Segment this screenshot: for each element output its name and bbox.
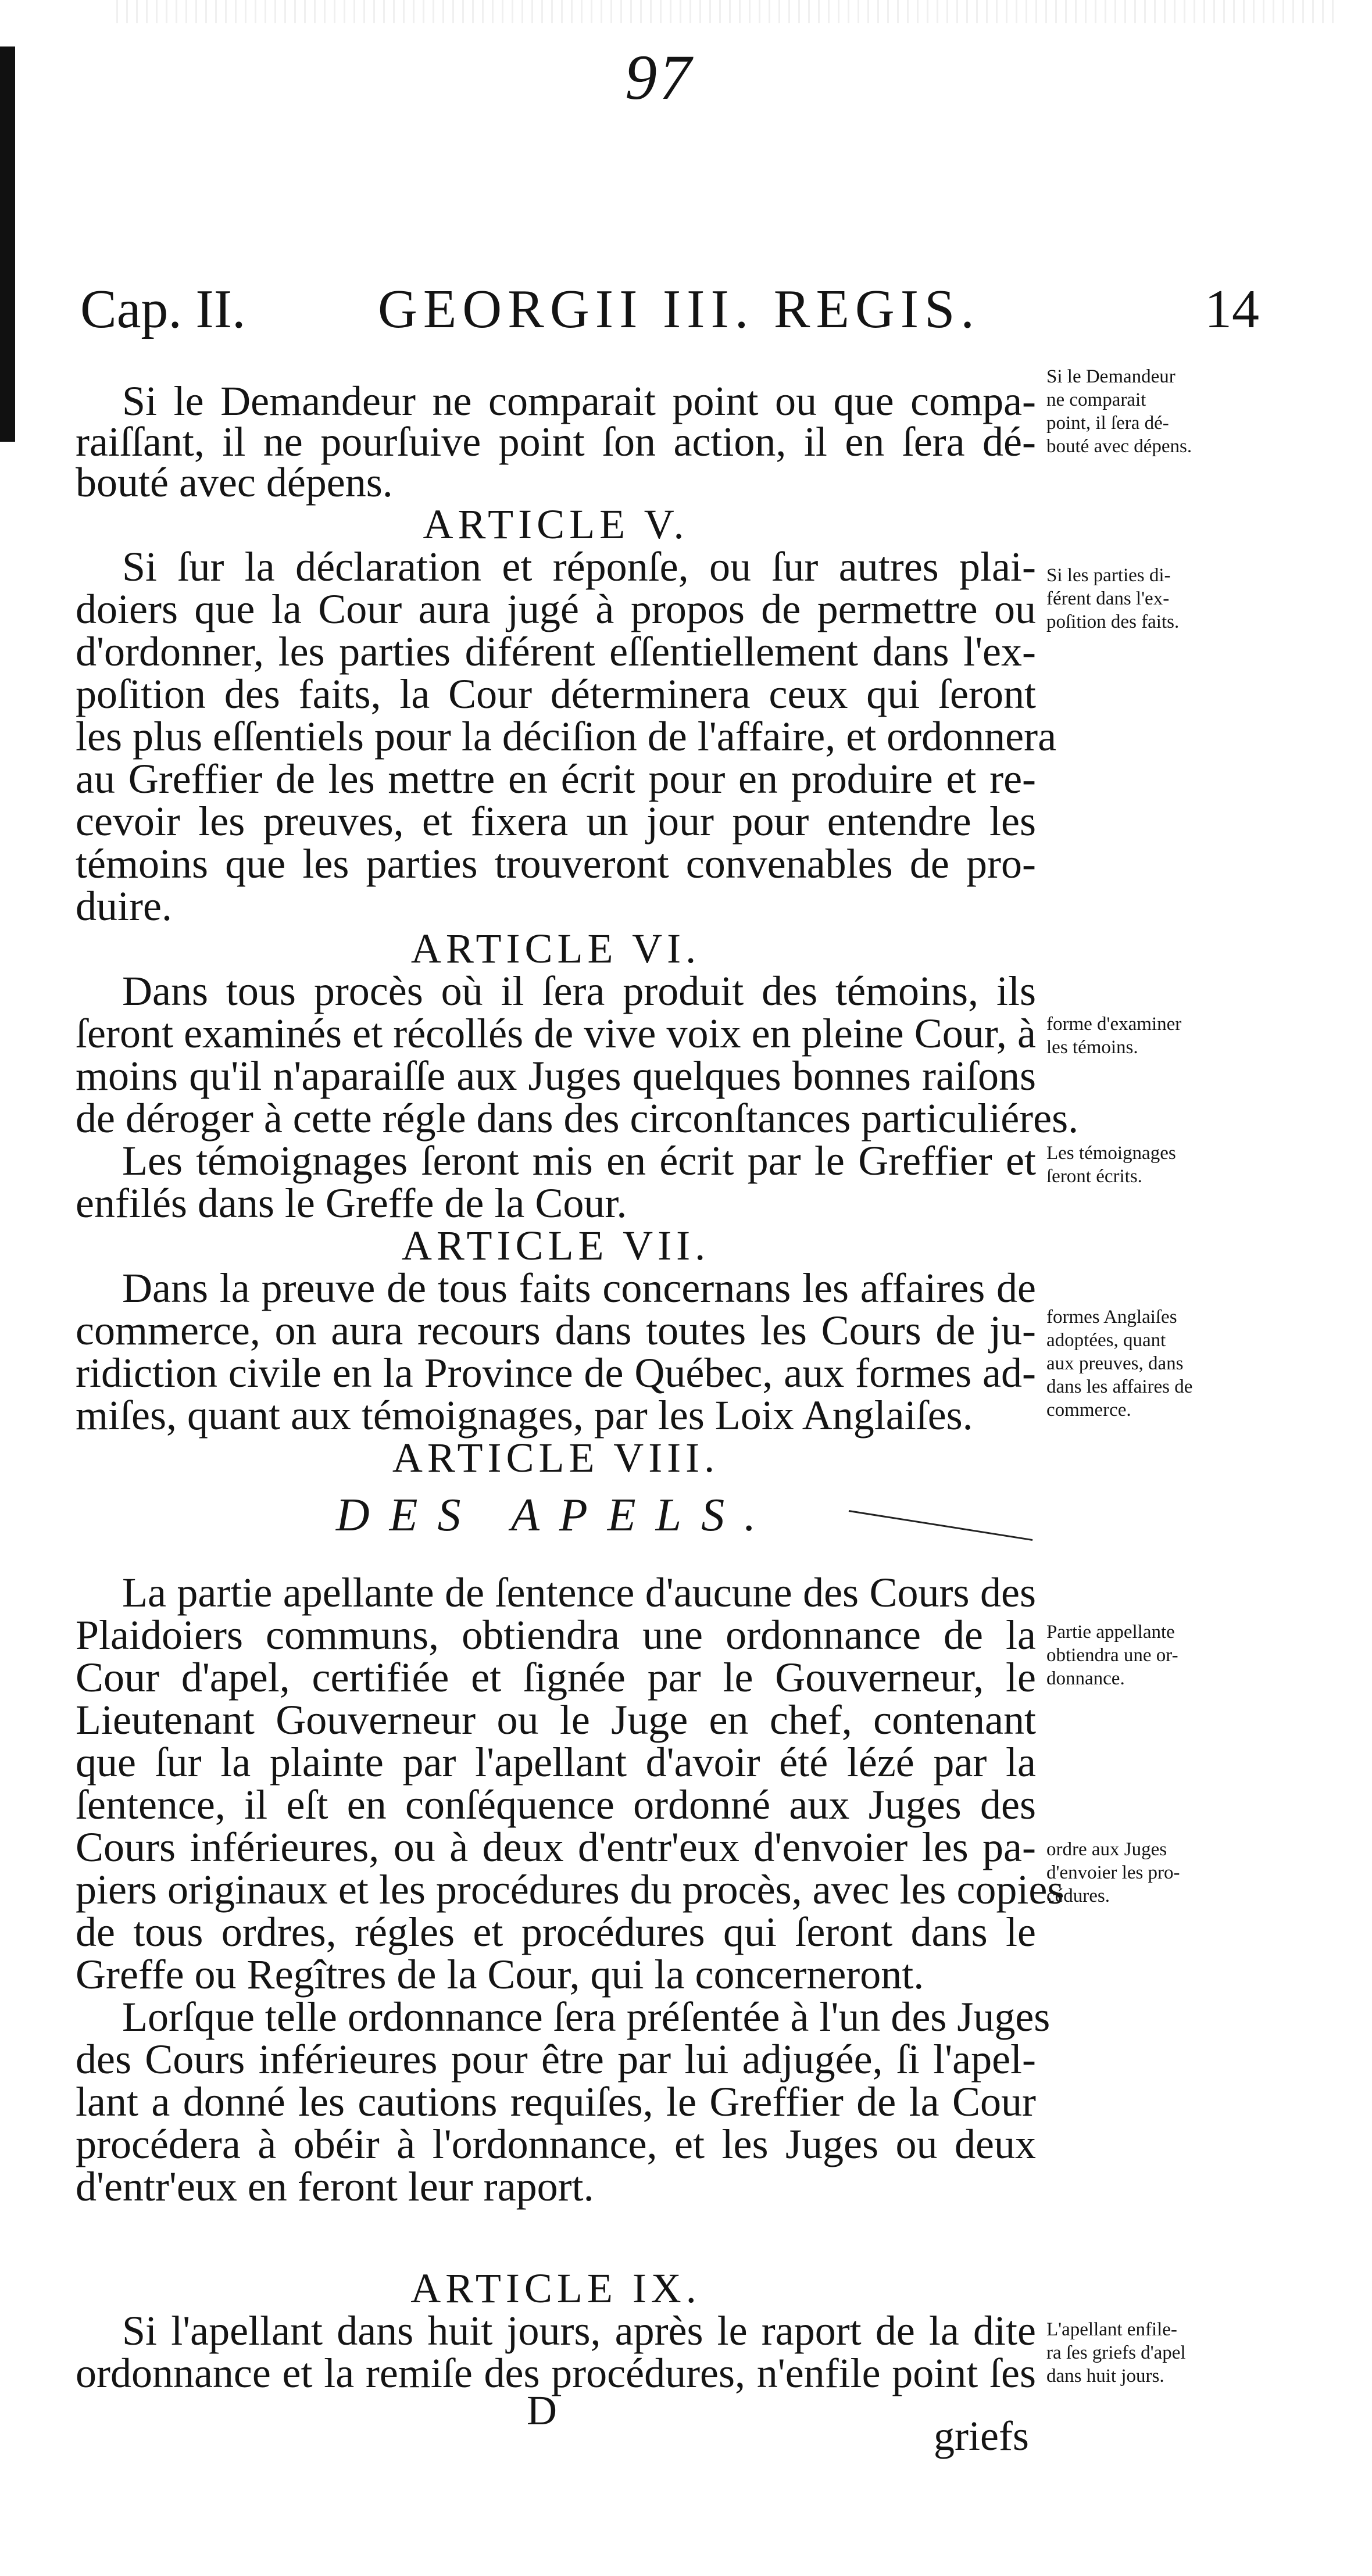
body-line: de déroger à cette régle dans des circonſtances particuliéres.: [76, 1095, 1079, 1142]
article-heading: ARTICLE IX.: [410, 2265, 701, 2312]
margin-note: forme d'examiner les témoins.: [1046, 1014, 1182, 1058]
article-heading: ARTICLE VIII.: [392, 1434, 720, 1481]
body-line: piers originaux et les procédures du procès, avec les copies: [76, 1866, 1064, 1913]
body-line: d'entr'eux en feront leur raport.: [76, 2163, 594, 2210]
body-line: de tous ordres, régles et procédures qui ſeront dans le: [76, 1909, 1036, 1955]
body-line: Plaidoiers communs, obtiendra une ordonnance de la: [76, 1612, 1036, 1658]
page-edge-speckle: [116, 0, 1337, 23]
body-line: Cours inférieures, ou à deux d'entr'eux d'envoier les pa-: [76, 1824, 1036, 1870]
body-line: les plus eſſentiels pour la déciſion de l'affaire, et ordonnera: [76, 713, 1057, 760]
body-line: lant a donné les cautions requiſes, le Greffier de la Cour: [76, 2078, 1036, 2125]
body-line: duire.: [76, 883, 172, 929]
margin-note: Si le Demandeur ne comparait point, il ſera dé- bouté avec dépens.: [1046, 366, 1192, 457]
running-head-title: GEORGII III. REGIS.: [378, 279, 980, 339]
body-line: d'ordonner, les parties diférent eſſentiellement dans l'ex-: [76, 628, 1036, 675]
body-line: bouté avec dépens.: [76, 459, 393, 506]
margin-note: formes Anglaiſes adoptées, quant aux preuves, dans dans les affaires de commerce.: [1046, 1307, 1193, 1421]
body-line: Dans tous procès où il ſera produit des témoins, ils: [122, 968, 1036, 1014]
section-heading: DES APELS.: [335, 1490, 776, 1541]
running-head-chapter: Cap. II.: [80, 279, 246, 339]
margin-note: Partie appellante obtiendra une or- donnance.: [1046, 1622, 1178, 1689]
article-heading: ARTICLE V.: [423, 501, 689, 548]
margin-note: L'apellant enfile- ra ſes griefs d'apel dans huit jours.: [1046, 2319, 1186, 2387]
body-line: Lorſque telle ordonnance ſera préſentée à l'un des Juges: [122, 1994, 1051, 2040]
signature-mark: D: [527, 2387, 557, 2434]
running-head-folio: 14: [1205, 279, 1259, 339]
catchword: griefs: [934, 2413, 1029, 2459]
body-line: La partie apellante de ſentence d'aucune des Cours des: [122, 1569, 1036, 1616]
body-line: enfilés dans le Greffe de la Cour.: [76, 1180, 627, 1226]
body-line: Dans la preuve de tous faits concernans les affaires de: [122, 1265, 1036, 1311]
page-number: 97: [625, 42, 694, 113]
body-line: ſentence, il eſt en conſéquence ordonné aux Juges des: [76, 1781, 1036, 1828]
body-line: ridiction civile en la Province de Québec, aux formes ad-: [76, 1350, 1036, 1396]
body-line: des Cours inférieures pour être par lui adjugée, ſi l'apel-: [76, 2036, 1036, 2083]
body-line: commerce, on aura recours dans toutes les Cours de ju-: [76, 1307, 1036, 1354]
body-line: raiſſant, il ne pourſuive point ſon action, il en ſera dé-: [76, 418, 1036, 465]
body-line: que ſur la plainte par l'apellant d'avoir été lézé par la: [76, 1739, 1036, 1786]
body-line: procédera à obéir à l'ordonnance, et les Juges ou deux: [76, 2121, 1036, 2167]
body-line: au Greffier de les mettre en écrit pour en produire et re-: [76, 756, 1036, 802]
body-line: ſeront examinés et récollés de vive voix en pleine Cour, à: [76, 1010, 1036, 1057]
body-line: Si l'apellant dans huit jours, après le raport de la dite: [122, 2307, 1036, 2354]
body-line: Greffe ou Regîtres de la Cour, qui la concerneront.: [76, 1951, 924, 1998]
binding-shadow: [0, 46, 15, 442]
article-heading: ARTICLE VII.: [401, 1222, 710, 1269]
body-line: Cour d'apel, certifiée et ſignée par le Gouverneur, le: [76, 1654, 1036, 1701]
body-line: moins qu'il n'aparaiſſe aux Juges quelques bonnes raiſons: [76, 1053, 1036, 1099]
body-line: doiers que la Cour aura jugé à propos de permettre ou: [76, 586, 1036, 632]
body-line: poſition des faits, la Cour déterminera ceux qui ſeront: [76, 671, 1036, 717]
body-line: ordonnance et la remiſe des procédures, n'enfile point ſes: [76, 2350, 1036, 2396]
margin-note: ordre aux Juges d'envoier les pro- cédures.: [1046, 1839, 1180, 1906]
article-heading: ARTICLE VI.: [410, 925, 701, 972]
running-head: [0, 278, 1372, 348]
body-line: Lieutenant Gouverneur ou le Juge en chef, contenant: [76, 1697, 1036, 1743]
body-line: cevoir les preuves, et fixera un jour pour entendre les: [76, 798, 1036, 845]
body-line: Si ſur la déclaration et réponſe, ou ſur autres plai-: [122, 543, 1036, 590]
margin-note: Les témoignages ſeront écrits.: [1046, 1143, 1176, 1187]
body-line: Si le Demandeur ne comparait point ou que compa-: [122, 378, 1036, 424]
body-line: miſes, quant aux témoignages, par les Loix Anglaiſes.: [76, 1392, 973, 1439]
body-line: témoins que les parties trouveront convenables de pro-: [76, 840, 1036, 887]
body-line: Les témoignages ſeront mis en écrit par le Greffier et: [122, 1137, 1036, 1184]
margin-note: Si les parties di- férent dans l'ex- poſition des faits.: [1046, 565, 1180, 632]
